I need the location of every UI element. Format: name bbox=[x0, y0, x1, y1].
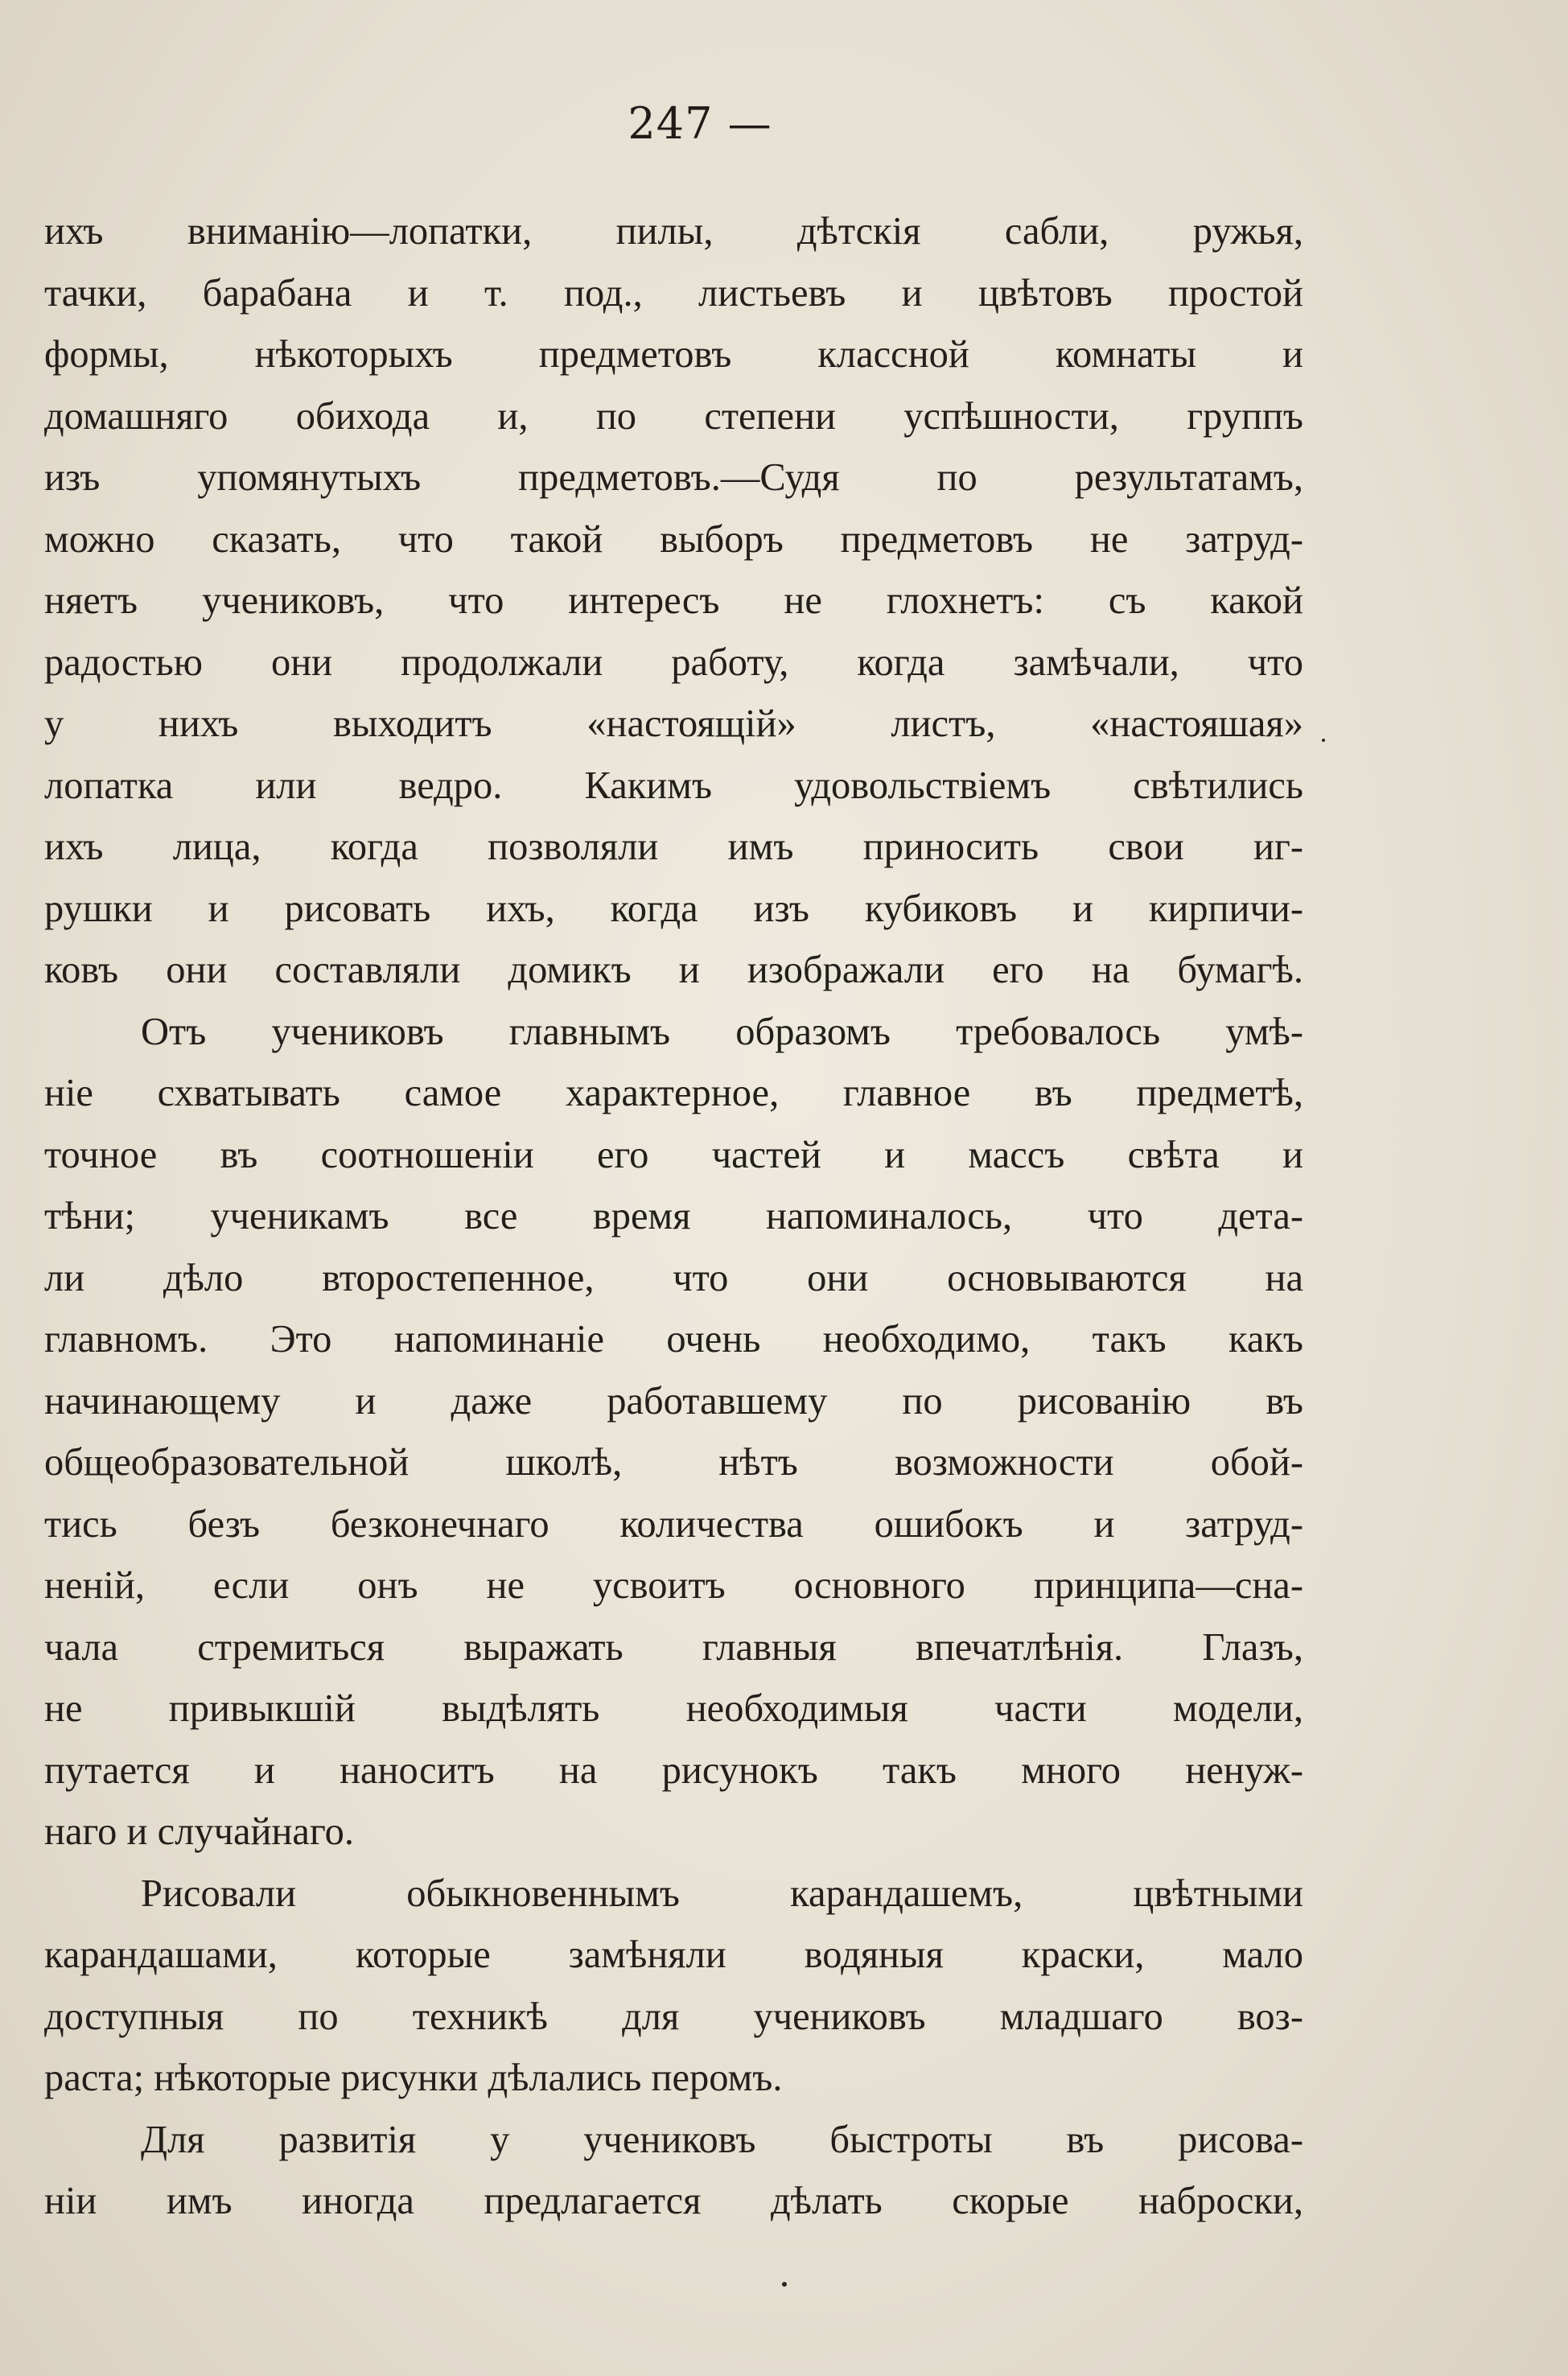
text-line: неній, если онъ не усвоитъ основного принципа—сна- bbox=[44, 1564, 1303, 1607]
text-line: раста; нѣкоторые рисунки дѣлались перомъ. bbox=[44, 2057, 783, 2099]
text-line: Рисовали обыкновеннымъ карандашемъ, цвѣтными bbox=[141, 1872, 1303, 1915]
text-line: домашняго обихода и, по степени успѣшности, группъ bbox=[44, 394, 1303, 438]
text-line: ковъ они составляли домикъ и изображали его на бумагѣ. bbox=[44, 949, 1303, 991]
text-line: изъ упомянутыхъ предметовъ.—Судя по результатамъ, bbox=[44, 456, 1303, 499]
page-number: 247 — bbox=[628, 98, 772, 149]
text-line: тачки, барабана и т. под., листьевъ и цвѣтовъ простой bbox=[44, 271, 1303, 315]
text-line: главномъ. Это напоминаніе очень необходимо, такъ какъ bbox=[44, 1318, 1303, 1361]
text-line: точное въ соотношеніи его частей и массъ свѣта и bbox=[44, 1133, 1303, 1176]
text-line: лопатка или ведро. Какимъ удовольствіемъ свѣтились bbox=[44, 764, 1303, 807]
text-line: доступныя по техникѣ для учениковъ младшаго воз- bbox=[44, 1995, 1303, 2038]
text-line: путается и наноситъ на рисунокъ такъ много ненуж- bbox=[44, 1748, 1303, 1792]
print-speck bbox=[782, 2282, 787, 2287]
body-text bbox=[44, 201, 1303, 2233]
text-line: няетъ учениковъ, что интересъ не глохнетъ: съ какой bbox=[44, 579, 1303, 622]
text-line: рушки и рисовать ихъ, когда изъ кубиковъ и кирпичи- bbox=[44, 887, 1303, 930]
text-line: ніе схватывать самое характерное, главное въ предметѣ, bbox=[44, 1072, 1303, 1114]
print-speck bbox=[1322, 739, 1325, 742]
paragraph-1 bbox=[44, 201, 1303, 1002]
text-line: ихъ вниманію—лопатки, пилы, дѣтскія сабли, ружья, bbox=[44, 210, 1303, 253]
text-line: общеобразовательной школѣ, нѣтъ возможности обой- bbox=[44, 1441, 1303, 1484]
paragraph-3 bbox=[44, 1863, 1303, 2110]
paragraph-4 bbox=[44, 2110, 1303, 2233]
text-line: можно сказать, что такой выборъ предметовъ не затруд- bbox=[44, 517, 1303, 561]
text-line: Отъ учениковъ главнымъ образомъ требовалось умѣ- bbox=[141, 1010, 1303, 1053]
text-line: у нихъ выходитъ «настоящій» листъ, «настояшая» bbox=[44, 702, 1303, 745]
text-line: наго и случайнаго. bbox=[44, 1810, 355, 1853]
text-line: Для развитія у учениковъ быстроты въ рисова- bbox=[141, 2118, 1303, 2161]
text-line: тѣни; ученикамъ все время напоминалось, что дета- bbox=[44, 1195, 1303, 1237]
text-line: ли дѣло второстепенное, что они основываются на bbox=[44, 1256, 1303, 1299]
paragraph-2 bbox=[44, 1002, 1303, 1863]
text-line: радостью они продолжали работу, когда замѣчали, что bbox=[44, 640, 1303, 684]
text-line: ніи имъ иногда предлагается дѣлать скорые наброски, bbox=[44, 2180, 1303, 2222]
text-line: чала стремиться выражать главныя впечатлѣнія. Глазъ, bbox=[44, 1625, 1303, 1669]
text-line: формы, нѣкоторыхъ предметовъ классной комнаты и bbox=[44, 333, 1303, 376]
text-line: не привыкшій выдѣлять необходимыя части модели, bbox=[44, 1687, 1303, 1730]
text-line: ихъ лица, когда позволяли имъ приносить свои иг- bbox=[44, 826, 1303, 868]
text-line: карандашами, которые замѣняли водяныя краски, мало bbox=[44, 1933, 1303, 1976]
text-line: начинающему и даже работавшему по рисованію въ bbox=[44, 1379, 1303, 1423]
text-line: тись безъ безконечнаго количества ошибокъ и затруд- bbox=[44, 1502, 1303, 1546]
